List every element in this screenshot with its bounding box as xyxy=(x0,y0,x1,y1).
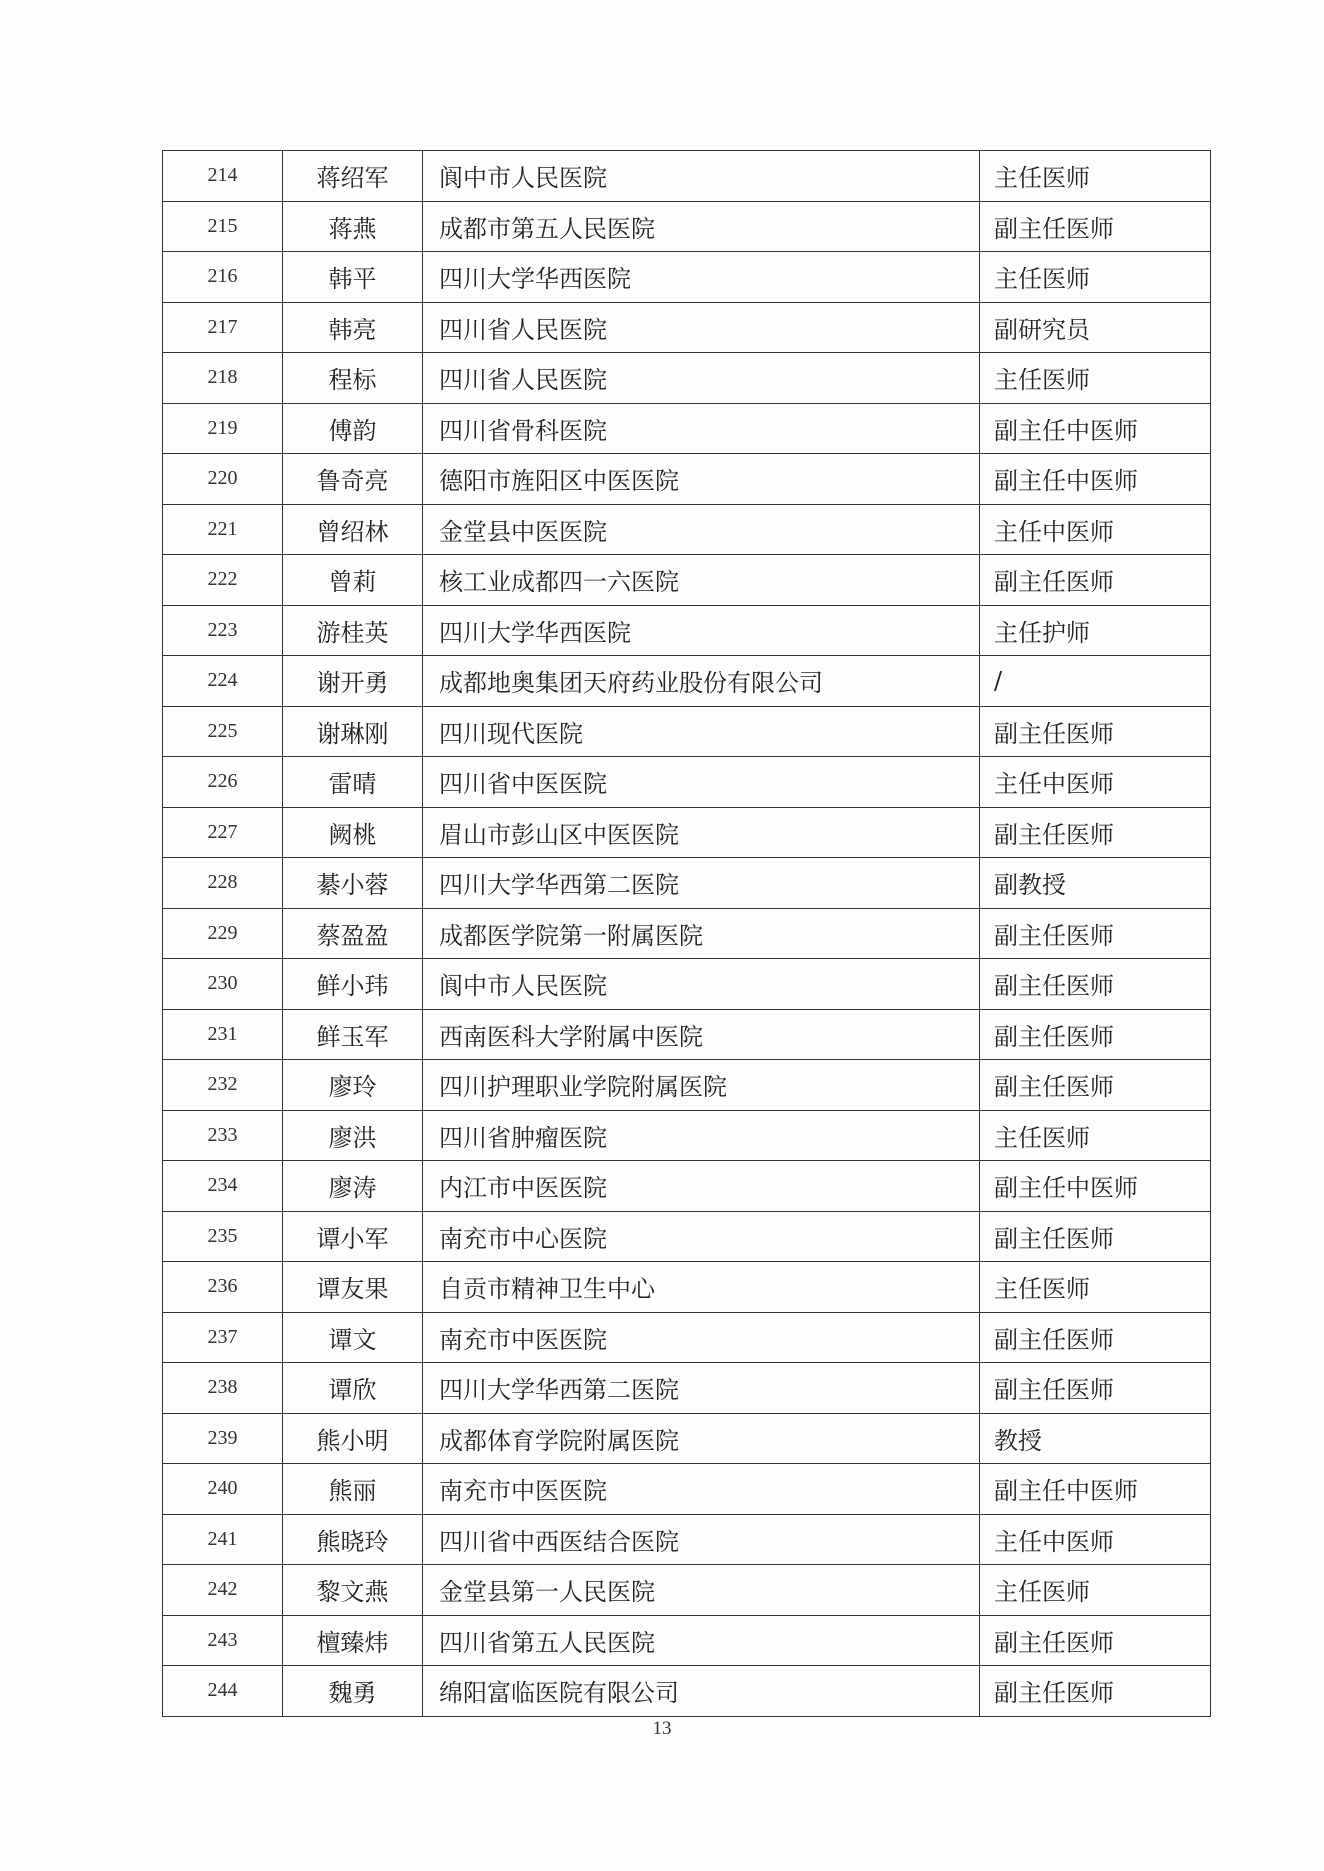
person-name-cell: 程标 xyxy=(283,353,423,404)
table-row xyxy=(163,1262,1211,1313)
table-row xyxy=(163,908,1211,959)
expert-list-table xyxy=(162,150,1211,1717)
professional-title-cell: / xyxy=(980,656,1211,707)
row-number-cell: 243 xyxy=(163,1615,283,1666)
professional-title-cell: 主任医师 xyxy=(980,1110,1211,1161)
person-name-cell: 傅韵 xyxy=(283,403,423,454)
table-row xyxy=(163,1565,1211,1616)
person-name-cell: 鲜小玮 xyxy=(283,959,423,1010)
table-row xyxy=(163,504,1211,555)
institution-name-cell: 绵阳富临医院有限公司 xyxy=(423,1666,980,1717)
institution-name-cell: 四川护理职业学院附属医院 xyxy=(423,1060,980,1111)
table-row xyxy=(163,1312,1211,1363)
institution-name-cell: 成都体育学院附属医院 xyxy=(423,1413,980,1464)
table-row xyxy=(163,1464,1211,1515)
professional-title-cell: 副主任医师 xyxy=(980,1009,1211,1060)
institution-name-cell: 成都医学院第一附属医院 xyxy=(423,908,980,959)
institution-name-cell: 四川省人民医院 xyxy=(423,353,980,404)
professional-title-cell: 副主任中医师 xyxy=(980,454,1211,505)
row-number-cell: 241 xyxy=(163,1514,283,1565)
table-row xyxy=(163,1514,1211,1565)
institution-name-cell: 西南医科大学附属中医院 xyxy=(423,1009,980,1060)
person-name-cell: 韩亮 xyxy=(283,302,423,353)
row-number-cell: 235 xyxy=(163,1211,283,1262)
row-number-cell: 218 xyxy=(163,353,283,404)
professional-title-cell: 主任医师 xyxy=(980,252,1211,303)
person-name-cell: 谭文 xyxy=(283,1312,423,1363)
row-number-cell: 234 xyxy=(163,1161,283,1212)
row-number-cell: 237 xyxy=(163,1312,283,1363)
person-name-cell: 谭友果 xyxy=(283,1262,423,1313)
institution-name-cell: 金堂县中医医院 xyxy=(423,504,980,555)
person-name-cell: 熊小明 xyxy=(283,1413,423,1464)
person-name-cell: 黎文燕 xyxy=(283,1565,423,1616)
professional-title-cell: 主任护师 xyxy=(980,605,1211,656)
person-name-cell: 谢开勇 xyxy=(283,656,423,707)
row-number-cell: 230 xyxy=(163,959,283,1010)
table-row xyxy=(163,1363,1211,1414)
row-number-cell: 215 xyxy=(163,201,283,252)
professional-title-cell: 主任中医师 xyxy=(980,504,1211,555)
row-number-cell: 236 xyxy=(163,1262,283,1313)
row-number-cell: 238 xyxy=(163,1363,283,1414)
table-row xyxy=(163,605,1211,656)
table-row xyxy=(163,353,1211,404)
table-body xyxy=(163,151,1211,1717)
person-name-cell: 雷晴 xyxy=(283,757,423,808)
row-number-cell: 231 xyxy=(163,1009,283,1060)
row-number-cell: 232 xyxy=(163,1060,283,1111)
institution-name-cell: 四川省人民医院 xyxy=(423,302,980,353)
person-name-cell: 廖洪 xyxy=(283,1110,423,1161)
institution-name-cell: 南充市中医医院 xyxy=(423,1312,980,1363)
table-row xyxy=(163,858,1211,909)
institution-name-cell: 四川省骨科医院 xyxy=(423,403,980,454)
table-row xyxy=(163,151,1211,202)
professional-title-cell: 主任医师 xyxy=(980,151,1211,202)
institution-name-cell: 四川省肿瘤医院 xyxy=(423,1110,980,1161)
person-name-cell: 谭欣 xyxy=(283,1363,423,1414)
table-row xyxy=(163,1060,1211,1111)
row-number-cell: 233 xyxy=(163,1110,283,1161)
row-number-cell: 244 xyxy=(163,1666,283,1717)
professional-title-cell: 主任医师 xyxy=(980,353,1211,404)
institution-name-cell: 成都市第五人民医院 xyxy=(423,201,980,252)
institution-name-cell: 四川大学华西第二医院 xyxy=(423,1363,980,1414)
person-name-cell: 曾绍林 xyxy=(283,504,423,555)
professional-title-cell: 副教授 xyxy=(980,858,1211,909)
person-name-cell: 韩平 xyxy=(283,252,423,303)
institution-name-cell: 成都地奥集团天府药业股份有限公司 xyxy=(423,656,980,707)
person-name-cell: 谢琳刚 xyxy=(283,706,423,757)
person-name-cell: 廖玲 xyxy=(283,1060,423,1111)
person-name-cell: 阙桃 xyxy=(283,807,423,858)
table-row xyxy=(163,706,1211,757)
table-row xyxy=(163,302,1211,353)
person-name-cell: 魏勇 xyxy=(283,1666,423,1717)
institution-name-cell: 阆中市人民医院 xyxy=(423,959,980,1010)
institution-name-cell: 四川大学华西医院 xyxy=(423,252,980,303)
professional-title-cell: 教授 xyxy=(980,1413,1211,1464)
institution-name-cell: 四川省中医医院 xyxy=(423,757,980,808)
professional-title-cell: 副主任医师 xyxy=(980,1363,1211,1414)
person-name-cell: 蒋绍军 xyxy=(283,151,423,202)
table-row xyxy=(163,201,1211,252)
table-row xyxy=(163,807,1211,858)
row-number-cell: 223 xyxy=(163,605,283,656)
row-number-cell: 216 xyxy=(163,252,283,303)
institution-name-cell: 德阳市旌阳区中医医院 xyxy=(423,454,980,505)
row-number-cell: 214 xyxy=(163,151,283,202)
person-name-cell: 鲜玉军 xyxy=(283,1009,423,1060)
institution-name-cell: 内江市中医医院 xyxy=(423,1161,980,1212)
institution-name-cell: 自贡市精神卫生中心 xyxy=(423,1262,980,1313)
professional-title-cell: 副主任中医师 xyxy=(980,403,1211,454)
row-number-cell: 227 xyxy=(163,807,283,858)
professional-title-cell: 主任中医师 xyxy=(980,1514,1211,1565)
institution-name-cell: 四川大学华西第二医院 xyxy=(423,858,980,909)
professional-title-cell: 副主任医师 xyxy=(980,1666,1211,1717)
professional-title-cell: 副研究员 xyxy=(980,302,1211,353)
person-name-cell: 游桂英 xyxy=(283,605,423,656)
person-name-cell: 曾莉 xyxy=(283,555,423,606)
person-name-cell: 蔡盈盈 xyxy=(283,908,423,959)
row-number-cell: 242 xyxy=(163,1565,283,1616)
row-number-cell: 240 xyxy=(163,1464,283,1515)
institution-name-cell: 四川现代医院 xyxy=(423,706,980,757)
professional-title-cell: 副主任医师 xyxy=(980,201,1211,252)
row-number-cell: 224 xyxy=(163,656,283,707)
table-row xyxy=(163,403,1211,454)
professional-title-cell: 副主任医师 xyxy=(980,807,1211,858)
professional-title-cell: 主任医师 xyxy=(980,1565,1211,1616)
professional-title-cell: 副主任医师 xyxy=(980,1211,1211,1262)
row-number-cell: 226 xyxy=(163,757,283,808)
row-number-cell: 217 xyxy=(163,302,283,353)
table-row xyxy=(163,1110,1211,1161)
table-row xyxy=(163,1211,1211,1262)
institution-name-cell: 核工业成都四一六医院 xyxy=(423,555,980,606)
person-name-cell: 熊晓玲 xyxy=(283,1514,423,1565)
person-name-cell: 廖涛 xyxy=(283,1161,423,1212)
row-number-cell: 221 xyxy=(163,504,283,555)
institution-name-cell: 阆中市人民医院 xyxy=(423,151,980,202)
professional-title-cell: 副主任中医师 xyxy=(980,1161,1211,1212)
row-number-cell: 219 xyxy=(163,403,283,454)
professional-title-cell: 主任中医师 xyxy=(980,757,1211,808)
institution-name-cell: 南充市中医医院 xyxy=(423,1464,980,1515)
institution-name-cell: 眉山市彭山区中医医院 xyxy=(423,807,980,858)
row-number-cell: 228 xyxy=(163,858,283,909)
table-row xyxy=(163,1413,1211,1464)
person-name-cell: 谭小军 xyxy=(283,1211,423,1262)
person-name-cell: 綦小蓉 xyxy=(283,858,423,909)
row-number-cell: 229 xyxy=(163,908,283,959)
row-number-cell: 222 xyxy=(163,555,283,606)
table-row xyxy=(163,1666,1211,1717)
institution-name-cell: 金堂县第一人民医院 xyxy=(423,1565,980,1616)
institution-name-cell: 四川省第五人民医院 xyxy=(423,1615,980,1666)
institution-name-cell: 四川省中西医结合医院 xyxy=(423,1514,980,1565)
row-number-cell: 239 xyxy=(163,1413,283,1464)
person-name-cell: 鲁奇亮 xyxy=(283,454,423,505)
professional-title-cell: 副主任医师 xyxy=(980,555,1211,606)
person-name-cell: 檀臻炜 xyxy=(283,1615,423,1666)
professional-title-cell: 副主任医师 xyxy=(980,1615,1211,1666)
professional-title-cell: 副主任医师 xyxy=(980,1060,1211,1111)
table-row xyxy=(163,454,1211,505)
row-number-cell: 220 xyxy=(163,454,283,505)
page-number: 13 xyxy=(652,1718,672,1739)
person-name-cell: 熊丽 xyxy=(283,1464,423,1515)
professional-title-cell: 副主任医师 xyxy=(980,706,1211,757)
professional-title-cell: 副主任医师 xyxy=(980,1312,1211,1363)
institution-name-cell: 四川大学华西医院 xyxy=(423,605,980,656)
table-row xyxy=(163,656,1211,707)
professional-title-cell: 副主任医师 xyxy=(980,959,1211,1010)
professional-title-cell: 副主任医师 xyxy=(980,908,1211,959)
person-name-cell: 蒋燕 xyxy=(283,201,423,252)
table-row xyxy=(163,555,1211,606)
table-row xyxy=(163,1161,1211,1212)
table-row xyxy=(163,252,1211,303)
row-number-cell: 225 xyxy=(163,706,283,757)
table-row xyxy=(163,959,1211,1010)
table-row xyxy=(163,1009,1211,1060)
table-row xyxy=(163,1615,1211,1666)
professional-title-cell: 副主任中医师 xyxy=(980,1464,1211,1515)
institution-name-cell: 南充市中心医院 xyxy=(423,1211,980,1262)
professional-title-cell: 主任医师 xyxy=(980,1262,1211,1313)
table-row xyxy=(163,757,1211,808)
